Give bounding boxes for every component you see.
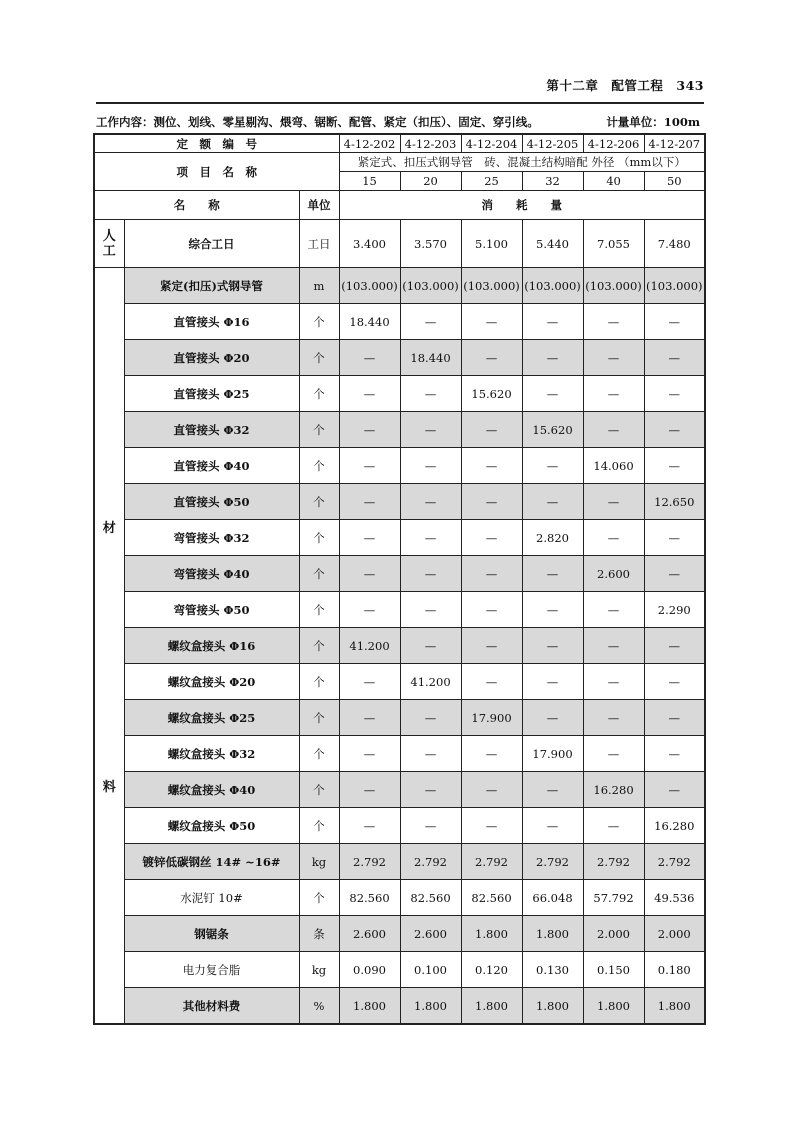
material-name: 直管接头 Φ32 (124, 412, 299, 448)
material-value: — (583, 412, 644, 448)
labor-value: 7.480 (644, 220, 705, 268)
material-value: — (339, 664, 400, 700)
material-category-char: 材 (102, 521, 116, 536)
material-value: — (644, 664, 705, 700)
material-name: 镀锌低碳钢丝 14# ~16# (124, 844, 299, 880)
material-value: 1.800 (522, 916, 583, 952)
diameter-value: 15 (339, 172, 400, 191)
material-value: 66.048 (522, 880, 583, 916)
material-row (94, 448, 705, 484)
material-value: — (461, 736, 522, 772)
material-name: 直管接头 Φ20 (124, 340, 299, 376)
material-value: 1.800 (461, 988, 522, 1025)
material-unit: 个 (299, 412, 339, 448)
material-category-char: 料 (102, 780, 116, 795)
material-name: 螺纹盒接头 Φ16 (124, 628, 299, 664)
item-description: 紧定式、扣压式钢导管 砖、混凝土结构暗配 外径 （mm以下） (339, 153, 705, 172)
material-value: 14.060 (583, 448, 644, 484)
material-value: — (400, 736, 461, 772)
material-value: — (400, 700, 461, 736)
material-value: — (400, 520, 461, 556)
material-value: (103.000) (522, 268, 583, 304)
work-content-line (96, 114, 704, 132)
material-value: — (644, 412, 705, 448)
material-value: 2.600 (339, 916, 400, 952)
labor-name: 综合工日 (124, 220, 299, 268)
material-value: — (461, 628, 522, 664)
material-value: 15.620 (461, 376, 522, 412)
material-unit: 个 (299, 448, 339, 484)
quota-number: 4-12-203 (400, 134, 461, 153)
quota-number-row (94, 134, 705, 153)
column-header-row (94, 191, 705, 220)
material-unit: 个 (299, 700, 339, 736)
quota-number: 4-12-205 (522, 134, 583, 153)
diameter-value: 40 (583, 172, 644, 191)
material-name: 直管接头 Φ16 (124, 304, 299, 340)
unit-column-header: 单位 (299, 191, 339, 220)
material-value: 1.800 (461, 916, 522, 952)
material-value: — (644, 736, 705, 772)
material-value: 2.000 (583, 916, 644, 952)
material-value: 1.800 (583, 988, 644, 1025)
material-name: 直管接头 Φ50 (124, 484, 299, 520)
material-value: 2.792 (583, 844, 644, 880)
item-desc-row (94, 153, 705, 172)
material-value: — (339, 556, 400, 592)
material-value: 49.536 (644, 880, 705, 916)
material-name: 钢锯条 (124, 916, 299, 952)
material-value: 2.600 (583, 556, 644, 592)
material-value: 12.650 (644, 484, 705, 520)
material-unit: kg (299, 844, 339, 880)
material-value: — (339, 376, 400, 412)
material-value: 2.792 (522, 844, 583, 880)
material-name: 直管接头 Φ40 (124, 448, 299, 484)
material-value: — (339, 520, 400, 556)
labor-unit: 工日 (299, 220, 339, 268)
material-row (94, 808, 705, 844)
material-unit: 个 (299, 772, 339, 808)
material-unit: 个 (299, 376, 339, 412)
material-name: 螺纹盒接头 Φ25 (124, 700, 299, 736)
material-unit: 个 (299, 340, 339, 376)
material-value: — (339, 700, 400, 736)
consumption-column-header: 消 耗 量 (339, 191, 705, 220)
material-value: — (339, 412, 400, 448)
material-value: (103.000) (583, 268, 644, 304)
material-row (94, 520, 705, 556)
material-value: — (400, 376, 461, 412)
material-value: — (461, 448, 522, 484)
material-value: 41.200 (400, 664, 461, 700)
material-value: — (339, 772, 400, 808)
material-row (94, 664, 705, 700)
material-row (94, 556, 705, 592)
material-value: 18.440 (400, 340, 461, 376)
material-value: 0.120 (461, 952, 522, 988)
material-value: — (522, 304, 583, 340)
material-category (94, 268, 124, 1025)
material-value: — (522, 448, 583, 484)
material-row (94, 340, 705, 376)
material-value: — (400, 628, 461, 664)
material-row (94, 772, 705, 808)
material-value: (103.000) (400, 268, 461, 304)
material-unit: 个 (299, 484, 339, 520)
material-value: — (339, 448, 400, 484)
material-name: 螺纹盒接头 Φ40 (124, 772, 299, 808)
material-name: 电力复合脂 (124, 952, 299, 988)
material-value: 17.900 (461, 700, 522, 736)
material-value: 1.800 (339, 988, 400, 1025)
material-row (94, 880, 705, 916)
material-value: — (644, 628, 705, 664)
material-value: — (339, 340, 400, 376)
material-name: 弯管接头 Φ50 (124, 592, 299, 628)
labor-value: 5.440 (522, 220, 583, 268)
material-unit: 个 (299, 808, 339, 844)
name-column-header: 名 称 (94, 191, 299, 220)
material-value: 1.800 (644, 988, 705, 1025)
material-value: — (461, 772, 522, 808)
material-value: 2.792 (461, 844, 522, 880)
chapter-title: 第十二章 配管工程 343 (546, 78, 704, 93)
material-value: — (522, 340, 583, 376)
labor-value: 5.100 (461, 220, 522, 268)
material-value: — (339, 736, 400, 772)
material-value: — (400, 808, 461, 844)
material-unit: kg (299, 952, 339, 988)
material-row (94, 916, 705, 952)
material-row (94, 376, 705, 412)
material-value: — (644, 376, 705, 412)
diameter-value: 20 (400, 172, 461, 191)
material-value: — (522, 376, 583, 412)
material-value: — (644, 700, 705, 736)
material-row (94, 304, 705, 340)
material-unit: 个 (299, 880, 339, 916)
work-content: 工作内容：测位、划线、零星剔沟、煨弯、锯断、配管、紧定（扣压）、固定、穿引线。 (96, 115, 539, 129)
material-value: 2.000 (644, 916, 705, 952)
material-name: 弯管接头 Φ40 (124, 556, 299, 592)
material-rows (94, 268, 705, 1025)
material-value: 18.440 (339, 304, 400, 340)
material-value: 2.820 (522, 520, 583, 556)
material-row (94, 988, 705, 1025)
labor-row (94, 220, 705, 268)
material-value: 16.280 (644, 808, 705, 844)
material-value: 2.290 (644, 592, 705, 628)
material-value: — (644, 340, 705, 376)
material-value: — (644, 772, 705, 808)
material-value: — (400, 556, 461, 592)
material-value: 16.280 (583, 772, 644, 808)
material-value: (103.000) (461, 268, 522, 304)
material-value: 0.090 (339, 952, 400, 988)
material-value: — (461, 808, 522, 844)
quota-number: 4-12-207 (644, 134, 705, 153)
material-value: — (339, 484, 400, 520)
material-value: — (583, 664, 644, 700)
material-name: 直管接头 Φ25 (124, 376, 299, 412)
material-name: 紧定(扣压)式钢导管 (124, 268, 299, 304)
material-name: 弯管接头 Φ32 (124, 520, 299, 556)
material-value: — (583, 376, 644, 412)
material-value: — (522, 700, 583, 736)
material-value: — (583, 736, 644, 772)
measurement-unit: 计量单位：100m (606, 115, 700, 129)
material-value: — (461, 304, 522, 340)
material-value: — (583, 808, 644, 844)
material-value: 41.200 (339, 628, 400, 664)
material-value: 1.800 (522, 988, 583, 1025)
material-value: 15.620 (522, 412, 583, 448)
material-unit: m (299, 268, 339, 304)
material-value: — (339, 592, 400, 628)
material-value: — (400, 448, 461, 484)
material-row (94, 700, 705, 736)
labor-value: 7.055 (583, 220, 644, 268)
material-name: 其他材料费 (124, 988, 299, 1025)
material-value: 0.100 (400, 952, 461, 988)
material-value: — (522, 592, 583, 628)
diameter-value: 32 (522, 172, 583, 191)
material-value: — (583, 484, 644, 520)
material-unit: 个 (299, 628, 339, 664)
material-value: 2.792 (400, 844, 461, 880)
material-value: — (522, 664, 583, 700)
material-unit: 个 (299, 664, 339, 700)
material-value: — (461, 520, 522, 556)
material-unit: 条 (299, 916, 339, 952)
labor-value: 3.570 (400, 220, 461, 268)
material-value: 2.792 (339, 844, 400, 880)
material-value: 82.560 (461, 880, 522, 916)
material-value: 2.600 (400, 916, 461, 952)
material-value: (103.000) (644, 268, 705, 304)
material-value: 82.560 (400, 880, 461, 916)
material-value: — (400, 772, 461, 808)
material-value: — (522, 808, 583, 844)
material-value: — (461, 592, 522, 628)
quota-number: 4-12-206 (583, 134, 644, 153)
material-value: — (583, 700, 644, 736)
material-value: 57.792 (583, 880, 644, 916)
material-value: — (644, 556, 705, 592)
material-value: — (583, 592, 644, 628)
material-name: 水泥钉 10# (124, 880, 299, 916)
quota-number: 4-12-204 (461, 134, 522, 153)
material-name: 螺纹盒接头 Φ50 (124, 808, 299, 844)
material-value: (103.000) (339, 268, 400, 304)
labor-category (94, 220, 124, 268)
material-value: — (583, 520, 644, 556)
material-value: 17.900 (522, 736, 583, 772)
material-row (94, 484, 705, 520)
material-value: 0.180 (644, 952, 705, 988)
labor-category-char: 人 (102, 228, 116, 244)
material-value: — (461, 412, 522, 448)
material-value: — (644, 520, 705, 556)
material-value: 82.560 (339, 880, 400, 916)
material-value: — (583, 304, 644, 340)
labor-category-char: 工 (102, 243, 116, 259)
material-value: — (400, 484, 461, 520)
material-row (94, 412, 705, 448)
material-row (94, 952, 705, 988)
material-row (94, 628, 705, 664)
material-value: — (644, 448, 705, 484)
quota-table (93, 133, 706, 1025)
material-value: — (400, 412, 461, 448)
material-value: — (583, 628, 644, 664)
material-value: — (522, 772, 583, 808)
labor-value: 3.400 (339, 220, 400, 268)
material-value: — (400, 592, 461, 628)
material-value: — (522, 556, 583, 592)
page-header (96, 72, 704, 104)
material-unit: 个 (299, 592, 339, 628)
material-value: — (461, 556, 522, 592)
material-value: 0.150 (583, 952, 644, 988)
material-value: — (583, 340, 644, 376)
material-row (94, 268, 705, 304)
material-value: — (522, 484, 583, 520)
material-unit: 个 (299, 556, 339, 592)
material-row (94, 844, 705, 880)
material-name: 螺纹盒接头 Φ32 (124, 736, 299, 772)
material-value: — (461, 340, 522, 376)
material-unit: 个 (299, 520, 339, 556)
material-value: 2.792 (644, 844, 705, 880)
material-row (94, 736, 705, 772)
material-value: — (461, 484, 522, 520)
material-name: 螺纹盒接头 Φ20 (124, 664, 299, 700)
material-value: — (400, 304, 461, 340)
material-value: — (339, 808, 400, 844)
material-value: 0.130 (522, 952, 583, 988)
item-name-label: 项 目 名 称 (94, 153, 339, 191)
material-value: — (461, 664, 522, 700)
diameter-value: 25 (461, 172, 522, 191)
diameter-value: 50 (644, 172, 705, 191)
quota-number: 4-12-202 (339, 134, 400, 153)
material-unit: 个 (299, 736, 339, 772)
material-value: 1.800 (400, 988, 461, 1025)
quota-number-label: 定 额 编 号 (94, 134, 339, 153)
material-unit: % (299, 988, 339, 1025)
material-row (94, 592, 705, 628)
material-value: — (644, 304, 705, 340)
material-value: — (522, 628, 583, 664)
material-unit: 个 (299, 304, 339, 340)
